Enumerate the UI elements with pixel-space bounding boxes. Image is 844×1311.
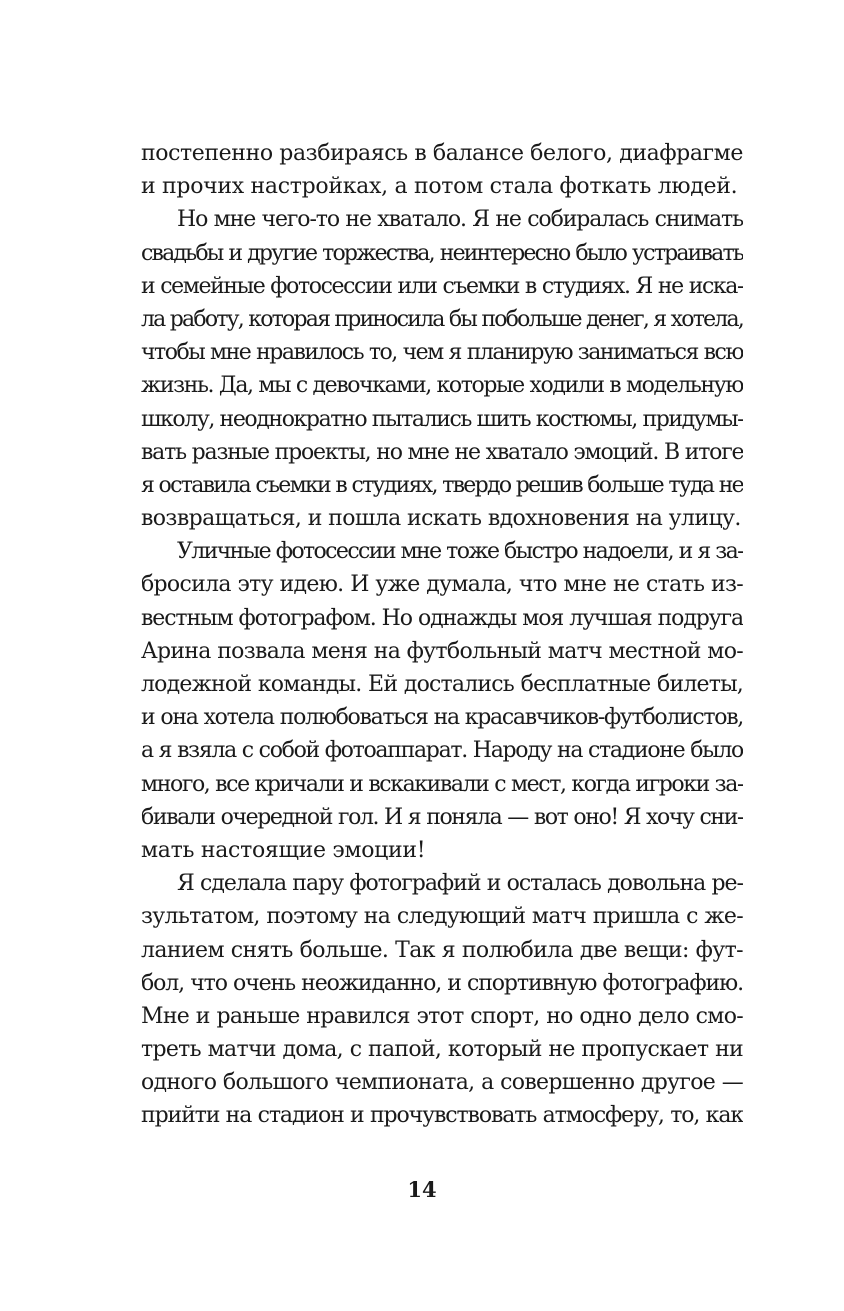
text-line: Я сделала пару фотографий и осталась довольна ре- <box>177 871 743 897</box>
text-line: бросила эту идею. И уже думала, что мне не стать из- <box>141 572 743 598</box>
text-line: много, все кричали и вскакивали с мест, когда игроки за- <box>141 771 743 797</box>
text-line: лодежной команды. Ей достались бесплатные билеты, <box>141 672 743 697</box>
text-line: возвращаться, и пошла искать вдохновения на улицу. <box>141 506 741 532</box>
body-text <box>141 137 743 1133</box>
text-line: вать разные проекты, но мне не хватало эмоций. В итоге <box>141 439 743 465</box>
text-line: бивали очередной гол. И я поняла — вот оно! Я хочу сни- <box>141 804 743 830</box>
text-line: прийти на стадион и прочувствовать атмосферу, то, как <box>141 1103 743 1129</box>
text-line: ланием снять больше. Так я полюбила две вещи: фут- <box>141 937 743 963</box>
text-line: я оставила съемки в студиях, твердо решив больше туда не <box>141 472 743 498</box>
text-line: зультатом, поэтому на следующий матч пришла с же- <box>141 904 743 930</box>
text-line: бол, что очень неожиданно, и спортивную фотографию. <box>141 970 743 996</box>
text-line: чтобы мне нравилось то, чем я планирую заниматься всю <box>141 340 743 366</box>
text-line: треть матчи дома, с папой, который не пропускает ни <box>141 1037 743 1063</box>
text-line: свадьбы и другие торжества, неинтересно было устраивать <box>141 240 743 266</box>
text-line: и она хотела полюбоваться на красавчиков-футболистов, <box>141 705 743 731</box>
text-line: постепенно разбираясь в балансе белого, диафрагме <box>141 141 743 166</box>
text-line: и семейные фотосессии или съемки в студиях. Я не иска- <box>141 273 743 299</box>
text-line: ла работу, которая приносила бы побольше денег, я хотела, <box>141 306 743 332</box>
text-line: жизнь. Да, мы с девочками, которые ходили в модельную <box>141 373 743 399</box>
text-line: Арина позвала меня на футбольный матч местной мо- <box>141 638 743 664</box>
text-line: вестным фотографом. Но однажды моя лучшая подруга <box>141 605 743 631</box>
text-line: и прочих настройках, а потом стала фоткать людей. <box>141 174 738 200</box>
text-line: школу, неоднократно пытались шить костюмы, придумы- <box>141 406 743 432</box>
text-line: Но мне чего-то не хватало. Я не собиралась снимать <box>177 207 743 233</box>
page-number: 14 <box>407 1177 437 1202</box>
text-line: Мне и раньше нравился этот спорт, но одно дело смо- <box>141 1003 743 1029</box>
text-line: а я взяла с собой фотоаппарат. Народу на стадионе было <box>141 738 743 764</box>
text-line: мать настоящие эмоции! <box>141 837 426 863</box>
text-line: одного большого чемпионата, а совершенно другое — <box>141 1070 743 1096</box>
text-line: Уличные фотосессии мне тоже быстро надоели, и я за- <box>177 539 743 565</box>
